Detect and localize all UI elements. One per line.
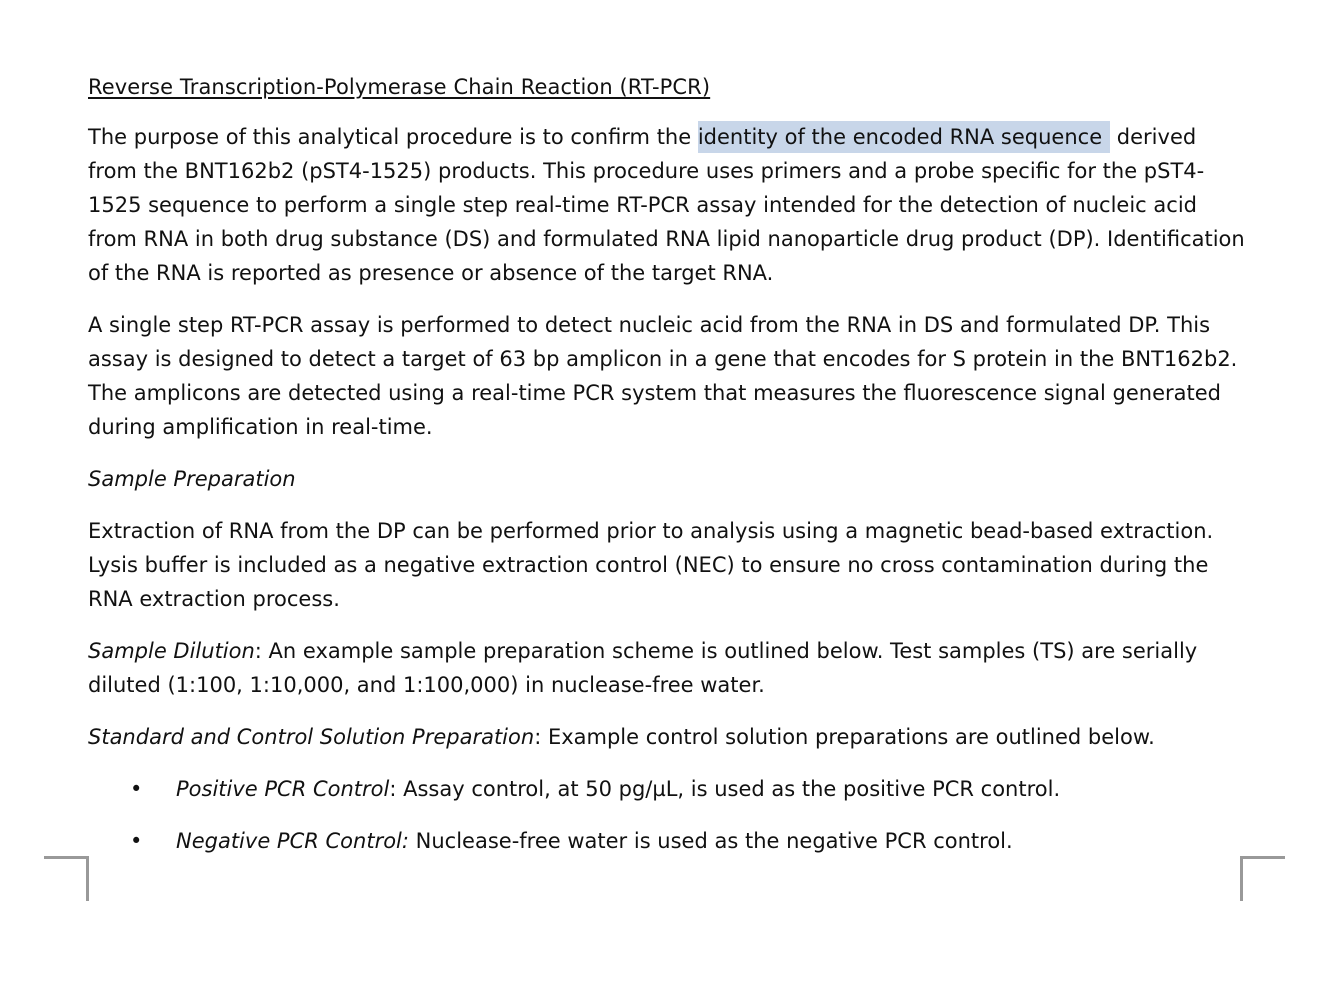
page-corner-mark-left [44,856,89,901]
sample-preparation-heading: Sample Preparation [88,467,296,491]
positive-control-text: : Assay control, at 50 pg/µL, is used as the positive PCR control. [389,777,1061,801]
paragraph-purpose-start: The purpose of this analytical procedure is to confirm the [88,125,698,149]
paragraph-purpose [88,120,1248,290]
standard-control-text: : Example control solution preparations are outlined below. [534,725,1155,749]
negative-control-label: Negative PCR Control: [176,829,409,853]
paragraph-purpose-end: derived from the BNT162b2 (pST4-1525) products. This procedure uses primers and a probe specific for the pST4-1525 sequence to perform a single step real-time RT-PCR assay intended for the detection of nucleic acid from RNA in both drug substance (DS) and formulated RNA lipid nanoparticle drug product (DP). Identification of the RNA is reported as presence or absence of the target RNA. [88,125,1245,285]
page-corner-mark-right [1240,856,1285,901]
paragraph-extraction: Extraction of RNA from the DP can be performed prior to analysis using a magnetic bead-based extraction. Lysis buffer is included as a negative extraction control (NEC) to ensure no cross contamination during the RNA extraction process. [88,519,1214,611]
bullet-icon: • [130,777,143,801]
section-heading: Reverse Transcription-Polymerase Chain Reaction (RT-PCR) [88,75,711,99]
list-item-positive-control [88,772,1248,806]
list-item-negative-control [88,824,1248,858]
negative-control-text: Nuclease-free water is used as the negative PCR control. [408,829,1013,853]
paragraph-sample-dilution [88,634,1248,702]
paragraph-standard-control [88,720,1248,754]
standard-control-label: Standard and Control Solution Preparation [88,725,535,749]
sample-dilution-label: Sample Dilution [88,639,255,663]
document-page [88,70,1248,876]
selected-text-highlight[interactable]: identity of the encoded RNA sequence [698,121,1110,153]
positive-control-label: Positive PCR Control [176,777,390,801]
bullet-icon: • [130,829,143,853]
sample-dilution-text: : An example sample preparation scheme is outlined below. Test samples (TS) are serially diluted (1:100, 1:10,000, and 1:100,000) in nuclease-free water. [88,639,1198,697]
paragraph-assay: A single step RT-PCR assay is performed to detect nucleic acid from the RNA in DS and formulated DP. This assay is designed to detect a target of 63 bp amplicon in a gene that encodes for S protein in the BNT162b2. The amplicons are detected using a real-time PCR system that measures the fluorescence signal generated during amplification in real-time. [88,313,1238,439]
control-list [88,772,1248,858]
